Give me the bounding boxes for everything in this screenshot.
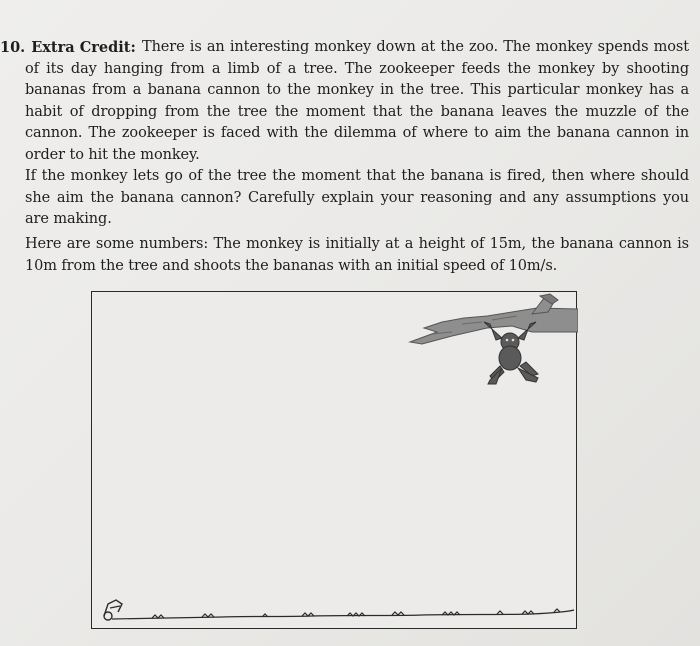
question-paragraph-3: Here are some numbers: The monkey is initially at a height of 15m, the banana cannon is 10m from the tree and shoots the bananas with an initial speed of 10m/s. xyxy=(25,236,689,274)
problem-figure xyxy=(91,291,577,629)
question-number: 10. xyxy=(0,39,26,56)
question-label: Extra Credit: xyxy=(31,39,136,56)
question-paragraph-1: There is an interesting monkey down at the zoo. The monkey spends most of its day hanging from a limb of a tree. The zookeeper feeds the monkey by shooting bananas from a banana cannon to the monkey in the tree. This particular monkey has a habit of dropping from the tree the moment that the banana leaves the muzzle of the cannon. The zookeeper is faced with the dilemma of where to aim the banana cannon in order to hit the monkey. xyxy=(25,39,689,163)
cannon-icon xyxy=(104,600,122,620)
question-paragraph-2: If the monkey lets go of the tree the moment that the banana is fired, then where should she aim the banana cannon? Carefully explain your reasoning and any assumptions you are making. xyxy=(25,168,689,227)
tree-branch-icon xyxy=(410,294,578,344)
ground-grass-icon xyxy=(112,609,574,619)
figure-drawing xyxy=(92,292,578,630)
